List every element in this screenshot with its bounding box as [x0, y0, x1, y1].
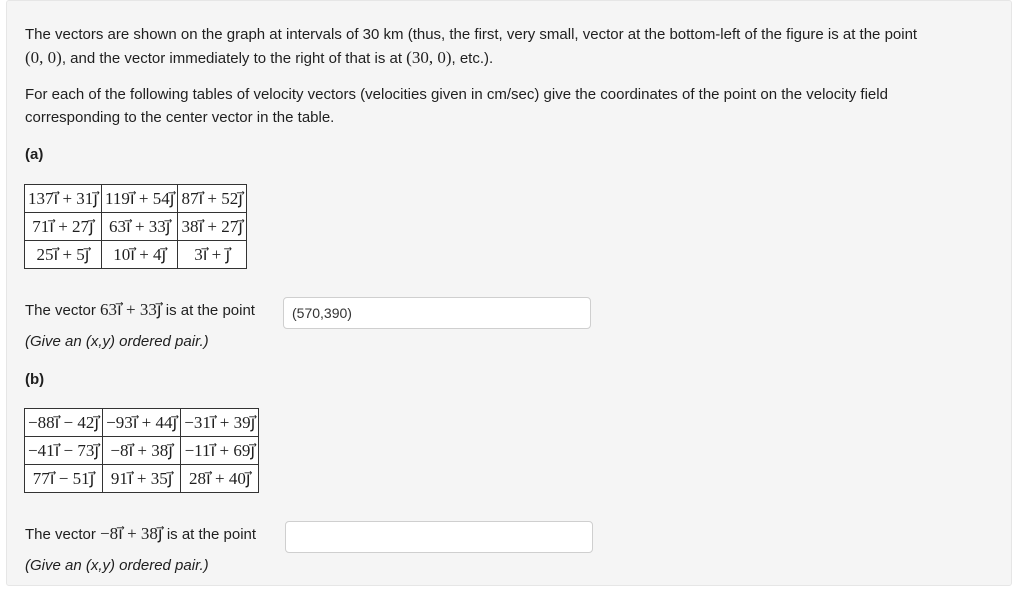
table-row: [25, 213, 247, 241]
table-cell: −31i⃗ + 39j⃗: [181, 409, 259, 437]
intro-point-origin: (0, 0): [25, 48, 62, 67]
table-cell: −93i⃗ + 44j⃗: [103, 409, 181, 437]
instructions-paragraph: For each of the following tables of velocity vectors (velocities given in cm/sec) give the coordinates of the point on the velocity field corresponding to the center vector in the table.: [25, 86, 888, 126]
table-cell: 38i⃗ + 27j⃗: [178, 213, 247, 241]
part-b-answer-input[interactable]: [285, 521, 593, 553]
table-row: [25, 409, 259, 437]
table-cell: −8i⃗ + 38j⃗: [103, 437, 181, 465]
intro-point-next: (30, 0): [406, 48, 452, 67]
question-vector: −8i⃗ + 38j⃗: [100, 524, 163, 543]
table-cell: 77i⃗ − 51j⃗: [25, 465, 103, 493]
table-row: [25, 465, 259, 493]
table-cell: 3i⃗ + j⃗: [178, 241, 247, 269]
table-cell: −41i⃗ − 73j⃗: [25, 437, 103, 465]
part-a-question: [25, 300, 255, 320]
table-cell: −88i⃗ − 42j⃗: [25, 409, 103, 437]
problem-card: [6, 0, 1012, 586]
table-cell: 10i⃗ + 4j⃗: [102, 241, 178, 269]
table-cell: 25i⃗ + 5j⃗: [25, 241, 102, 269]
part-a-hint: (Give an (x,y) ordered pair.): [25, 333, 209, 350]
part-a-label: (a): [25, 146, 44, 163]
intro-line1: The vectors are shown on the graph at intervals of 30 km (thus, the first, very small, vector at the bottom-left of the figure is at the point: [25, 26, 918, 43]
part-b-vector-table: [24, 408, 259, 493]
question-vector: 63i⃗ + 33j⃗: [100, 300, 162, 319]
intro-line2-end: , etc.).: [451, 50, 494, 67]
table-row: [25, 241, 247, 269]
table-cell: 137i⃗ + 31j⃗: [25, 185, 102, 213]
intro-line2-text: , and the vector immediately to the right of that is at: [61, 50, 407, 67]
table-cell: −11i⃗ + 69j⃗: [181, 437, 259, 465]
table-cell: 119i⃗ + 54j⃗: [102, 185, 178, 213]
part-a-vector-table: [24, 184, 247, 269]
question-suffix: is at the point: [162, 526, 257, 543]
part-b-label: (b): [25, 371, 45, 388]
table-cell: 71i⃗ + 27j⃗: [25, 213, 102, 241]
table-row: [25, 185, 247, 213]
table-row: [25, 437, 259, 465]
table-cell: 91i⃗ + 35j⃗: [103, 465, 181, 493]
question-prefix: The vector: [25, 302, 101, 319]
intro-paragraph: [25, 23, 971, 70]
part-a-answer-input[interactable]: [283, 297, 591, 329]
question-suffix: is at the point: [161, 302, 255, 319]
question-prefix: The vector: [25, 526, 101, 543]
part-b-hint: (Give an (x,y) ordered pair.): [25, 557, 209, 574]
table-cell: 63i⃗ + 33j⃗: [102, 213, 178, 241]
table-cell: 28i⃗ + 40j⃗: [181, 465, 259, 493]
part-b-question: [25, 524, 256, 544]
table-cell: 87i⃗ + 52j⃗: [178, 185, 247, 213]
